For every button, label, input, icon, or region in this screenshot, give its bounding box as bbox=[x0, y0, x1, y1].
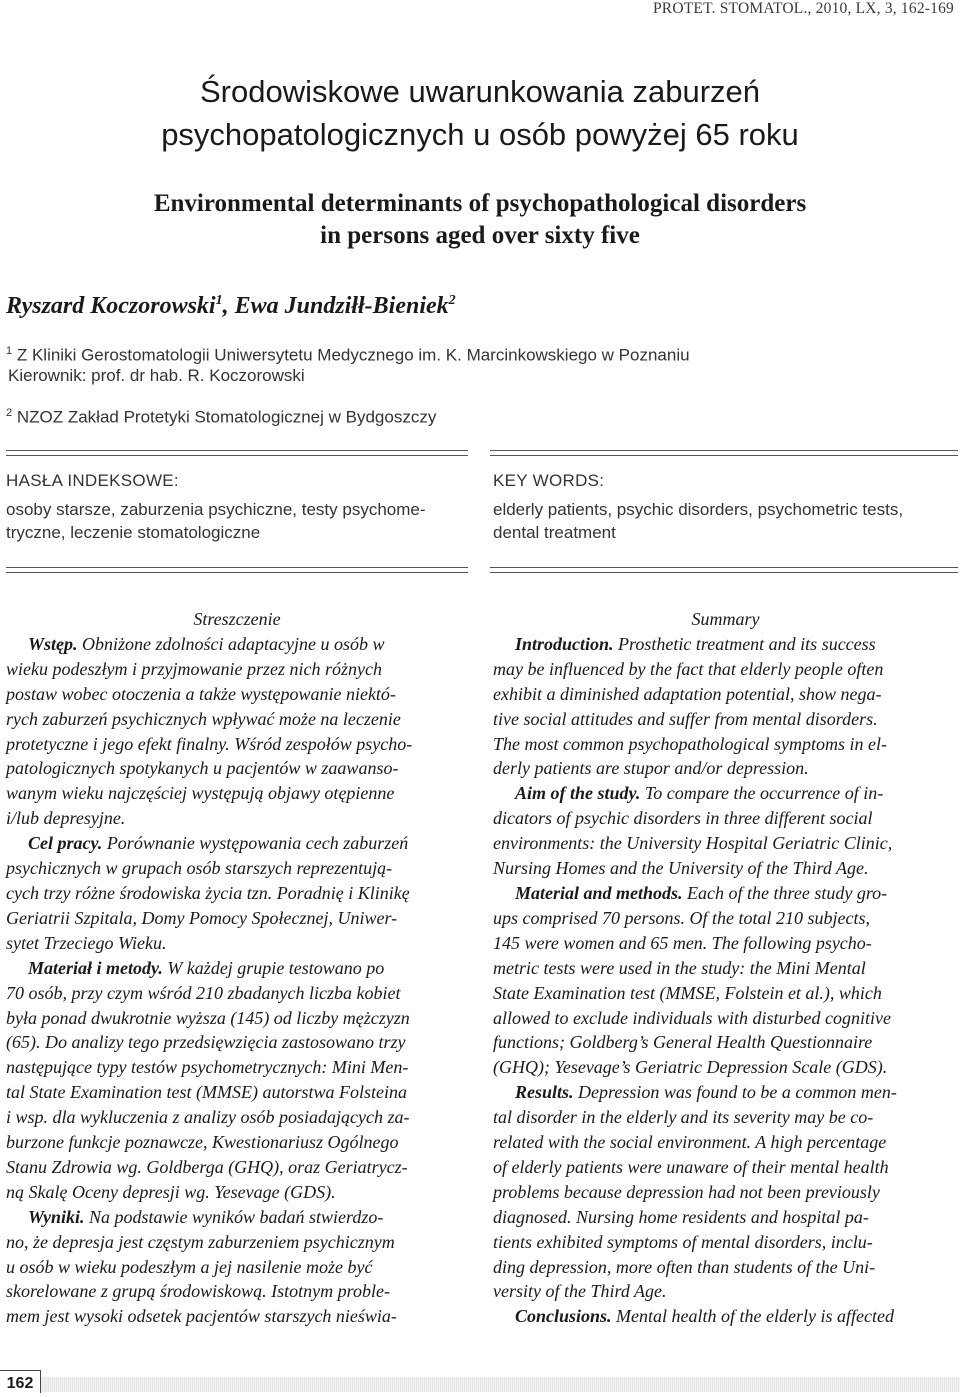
affiliation-1-head: Kierownik: prof. dr hab. R. Koczorowski bbox=[8, 366, 305, 385]
line-text: następujące typy testów psychometrycznych: Mini Men- bbox=[6, 1057, 409, 1078]
abstract-line bbox=[6, 632, 468, 657]
section-label: Aim of the study. bbox=[515, 783, 641, 804]
abstract-line bbox=[493, 1205, 958, 1230]
abstract-line bbox=[493, 632, 958, 657]
abstract-line bbox=[6, 1155, 468, 1180]
abstract-line bbox=[6, 707, 468, 732]
abstract-line bbox=[493, 981, 958, 1006]
line-text: wieku podeszłym i przyjmowanie przez nich różnych bbox=[6, 658, 382, 679]
line-text: of elderly patients were unaware of their mental health bbox=[493, 1156, 889, 1177]
abstract-english-heading: Summary bbox=[691, 609, 760, 629]
abstract-line bbox=[493, 956, 958, 981]
title-english-line: in persons aged over sixty five bbox=[320, 222, 640, 249]
affiliation-text: Z Kliniki Gerostomatologii Uniwersytetu Medycznego im. K. Marcinkowskiego w Poznaniu bbox=[12, 345, 690, 365]
line-text: exhibit a diminished adaptation potential, show nega- bbox=[493, 683, 882, 704]
line-text: no, że depresja jest częstym zaburzeniem psychicznym bbox=[6, 1231, 395, 1252]
line-text: była ponad dwukrotnie wyższa (145) od liczby mężczyzn bbox=[6, 1007, 410, 1028]
abstract-line bbox=[6, 1304, 468, 1329]
abstract-line bbox=[6, 682, 468, 707]
abstract-line bbox=[6, 1055, 468, 1080]
line-text: Geriatrii Szpitala, Domy Pomocy Społecznej, Uniwer- bbox=[6, 907, 398, 928]
abstract-line bbox=[6, 732, 468, 757]
abstract-line bbox=[6, 1255, 468, 1280]
line-text: environments: the University Hospital Geriatric Clinic, bbox=[493, 833, 893, 854]
keywords-line: tryczne, leczenie stomatologiczne bbox=[6, 523, 261, 542]
abstract-line bbox=[6, 756, 468, 781]
line-text: allowed to exclude individuals with disturbed cognitive bbox=[493, 1007, 891, 1028]
keywords-line: osoby starsze, zaburzenia psychiczne, testy psychome- bbox=[6, 500, 426, 519]
line-text: sytet Trzeciego Wieku. bbox=[6, 932, 167, 953]
title-polish bbox=[0, 70, 960, 156]
line-text: rych zaburzeń psychicznych wpływać może na leczenie bbox=[6, 708, 401, 729]
line-text: ups comprised 70 persons. Of the total 210 subjects, bbox=[493, 907, 870, 928]
page-number: 162 bbox=[0, 1370, 41, 1393]
abstract-line bbox=[6, 1130, 468, 1155]
author-affiliation-marker: 1 bbox=[215, 293, 223, 308]
abstract-line bbox=[493, 1130, 958, 1155]
line-text: tal State Examination test (MMSE) autorstwa Folsteina bbox=[6, 1082, 407, 1103]
line-text: dicators of psychic disorders in three different social bbox=[493, 808, 873, 829]
line-text: u osób w wieku podeszłym a jej nasilenie może być bbox=[6, 1256, 373, 1277]
title-english bbox=[0, 188, 960, 252]
journal-reference: PROTET. STOMATOL., 2010, LX, 3, 162-169 bbox=[652, 0, 954, 17]
abstract-line bbox=[6, 1006, 468, 1031]
abstract-line bbox=[493, 881, 958, 906]
abstract-line bbox=[493, 1080, 958, 1105]
line-text: W każdej grupie testowano po bbox=[162, 957, 385, 978]
abstract-english-body bbox=[493, 632, 958, 1329]
divider-line bbox=[490, 450, 958, 456]
keywords-polish bbox=[6, 498, 426, 544]
line-text: Mental health of the elderly is affected bbox=[611, 1306, 894, 1327]
line-text: cych trzy różne środowiska życia tzn. Poradnię i Klinikę bbox=[6, 882, 410, 903]
abstract-line bbox=[493, 1055, 958, 1080]
abstract-line bbox=[6, 806, 468, 831]
abstract-line bbox=[493, 1255, 958, 1280]
abstract-line bbox=[6, 1230, 468, 1255]
abstract-line bbox=[493, 856, 958, 881]
line-text: psychicznych w grupach osób starszych reprezentują- bbox=[6, 858, 393, 879]
section-label: Cel pracy. bbox=[28, 833, 103, 854]
abstract-english bbox=[493, 607, 958, 1329]
affiliation-marker: 2 bbox=[6, 407, 13, 419]
keywords-line: dental treatment bbox=[493, 523, 616, 542]
abstract-line bbox=[493, 906, 958, 931]
line-text: Each of the three study gro- bbox=[682, 882, 888, 903]
abstract-line bbox=[6, 906, 468, 931]
abstract-line bbox=[6, 831, 468, 856]
line-text: ding depression, more often than students of the Uni- bbox=[493, 1256, 876, 1277]
line-text: Na podstawie wyników badań stwierdzo- bbox=[84, 1206, 384, 1227]
line-text: versity of the Third Age. bbox=[493, 1281, 667, 1302]
line-text: (GHQ); Yesevage’s Geriatric Depression Scale (GDS). bbox=[493, 1057, 888, 1078]
line-text: problems because depression had not been previously bbox=[493, 1181, 880, 1202]
line-text: Depression was found to be a common men- bbox=[573, 1082, 897, 1103]
section-label: Material and methods. bbox=[515, 882, 683, 903]
keywords-english-heading: KEY WORDS: bbox=[493, 471, 605, 490]
abstract-line bbox=[493, 806, 958, 831]
abstract-line bbox=[493, 682, 958, 707]
author-separator: , bbox=[222, 293, 235, 319]
abstract-line bbox=[6, 1205, 468, 1230]
footer-bar bbox=[0, 1377, 960, 1392]
divider-line bbox=[6, 567, 468, 573]
author-name: Ewa Jundziłł-Bieniek bbox=[234, 293, 449, 319]
abstract-line bbox=[6, 1279, 468, 1304]
abstract-line bbox=[6, 1180, 468, 1205]
abstract-line bbox=[6, 881, 468, 906]
title-polish-line: Środowiskowe uwarunkowania zaburzeń bbox=[199, 74, 761, 109]
line-text: i/lub depresyjne. bbox=[6, 808, 126, 829]
section-label: Results. bbox=[515, 1082, 574, 1103]
line-text: skorelowane z grupą środowiskową. Istotnym proble- bbox=[6, 1281, 390, 1302]
keywords-english bbox=[493, 498, 903, 544]
abstract-line bbox=[6, 981, 468, 1006]
line-text: wanym wieku najczęściej występują objawy otępienne bbox=[6, 783, 395, 804]
section-label: Wstęp. bbox=[28, 633, 78, 654]
abstract-polish-body bbox=[6, 632, 468, 1329]
keywords-polish-heading: HASŁA INDEKSOWE: bbox=[6, 471, 179, 490]
abstract-line bbox=[493, 657, 958, 682]
abstract-line bbox=[493, 1304, 958, 1329]
author-list bbox=[6, 293, 456, 320]
keywords-line: elderly patients, psychic disorders, psychometric tests, bbox=[493, 500, 904, 519]
line-text: Stanu Zdrowia wg. Goldberga (GHQ), oraz Geriatrycz- bbox=[6, 1156, 408, 1177]
line-text: tive social attitudes and suffer from mental disorders. bbox=[493, 708, 878, 729]
abstract-line bbox=[493, 1180, 958, 1205]
line-text: may be influenced by the fact that elderly people often bbox=[493, 658, 884, 679]
line-text: derly patients are stupor and/or depression. bbox=[493, 758, 809, 779]
abstract-line bbox=[493, 1279, 958, 1304]
abstract-line bbox=[6, 1105, 468, 1130]
author-name: Ryszard Koczorowski bbox=[6, 293, 216, 319]
line-text: postaw wobec otoczenia a także występowanie niektó- bbox=[6, 683, 396, 704]
abstract-line bbox=[6, 1080, 468, 1105]
affiliation-marker: 1 bbox=[6, 345, 13, 357]
line-text: burzone funkcje poznawcze, Kwestionariusz Ogólnego bbox=[6, 1132, 399, 1153]
line-text: i wsp. dla wykluczenia z analizy osób posiadających za- bbox=[6, 1107, 410, 1128]
abstract-polish bbox=[6, 607, 468, 1329]
line-text: related with the social environment. A high percentage bbox=[493, 1132, 887, 1153]
affiliation-2 bbox=[6, 402, 436, 429]
abstract-line bbox=[493, 931, 958, 956]
line-text: tients exhibited symptoms of mental disorders, inclu- bbox=[493, 1231, 873, 1252]
section-label: Wyniki. bbox=[28, 1206, 85, 1227]
abstract-line bbox=[493, 756, 958, 781]
affiliation-text: NZOZ Zakład Protetyki Stomatologicznej w Bydgoszczy bbox=[12, 407, 437, 427]
line-text: diagnosed. Nursing home residents and hospital pa- bbox=[493, 1206, 869, 1227]
line-text: Porównanie występowania cech zaburzeń bbox=[102, 833, 409, 854]
divider-line bbox=[6, 450, 468, 456]
abstract-line bbox=[6, 856, 468, 881]
abstract-line bbox=[6, 1030, 468, 1055]
line-text: patologicznych spotykanych u pacjentów w zaawanso- bbox=[6, 758, 399, 779]
abstract-line bbox=[493, 1230, 958, 1255]
author-affiliation-marker: 2 bbox=[448, 293, 456, 308]
line-text: metric tests were used in the study: the Mini Mental bbox=[493, 957, 866, 978]
line-text: The most common psychopathological symptoms in el- bbox=[493, 733, 887, 754]
abstract-line bbox=[493, 1030, 958, 1055]
line-text: 70 osób, przy czym wśród 210 zbadanych liczba kobiet bbox=[6, 982, 401, 1003]
line-text: State Examination test (MMSE, Folstein et al.), which bbox=[493, 982, 882, 1003]
section-label: Introduction. bbox=[515, 633, 614, 654]
title-polish-line: psychopatologicznych u osób powyżej 65 roku bbox=[161, 117, 799, 152]
line-text: Obniżone zdolności adaptacyjne u osób w bbox=[77, 633, 385, 654]
abstract-line bbox=[493, 1155, 958, 1180]
section-label: Materiał i metody. bbox=[28, 957, 163, 978]
line-text: (65). Do analizy tego przedsięwzięcia zastosowano trzy bbox=[6, 1032, 406, 1053]
affiliation-1 bbox=[6, 340, 690, 367]
line-text: functions; Goldberg’s General Health Questionnaire bbox=[493, 1032, 873, 1053]
abstract-line bbox=[6, 956, 468, 981]
abstract-polish-heading: Streszczenie bbox=[193, 609, 281, 629]
abstract-line bbox=[6, 931, 468, 956]
line-text: protetyczne i jego efekt finalny. Wśród zespołów psycho- bbox=[6, 733, 413, 754]
abstract-line bbox=[493, 831, 958, 856]
line-text: Nursing Homes and the University of the Third Age. bbox=[493, 858, 869, 879]
abstract-line bbox=[6, 781, 468, 806]
line-text: Prosthetic treatment and its success bbox=[613, 633, 876, 654]
line-text: mem jest wysoki odsetek pacjentów starszych nieświa- bbox=[6, 1306, 397, 1327]
title-english-line: Environmental determinants of psychopathological disorders bbox=[153, 190, 807, 217]
abstract-line bbox=[493, 781, 958, 806]
line-text: 145 were women and 65 men. The following psycho- bbox=[493, 932, 872, 953]
abstract-line bbox=[493, 1105, 958, 1130]
abstract-line bbox=[493, 732, 958, 757]
abstract-line bbox=[493, 707, 958, 732]
divider-line bbox=[490, 567, 958, 573]
line-text: To compare the occurrence of in- bbox=[640, 783, 884, 804]
section-label: Conclusions. bbox=[515, 1306, 612, 1327]
line-text: tal disorder in the elderly and its severity may be co- bbox=[493, 1107, 874, 1128]
abstract-line bbox=[493, 1006, 958, 1031]
line-text: ną Skalę Oceny depresji wg. Yesevage (GDS). bbox=[6, 1181, 336, 1202]
abstract-line bbox=[6, 657, 468, 682]
